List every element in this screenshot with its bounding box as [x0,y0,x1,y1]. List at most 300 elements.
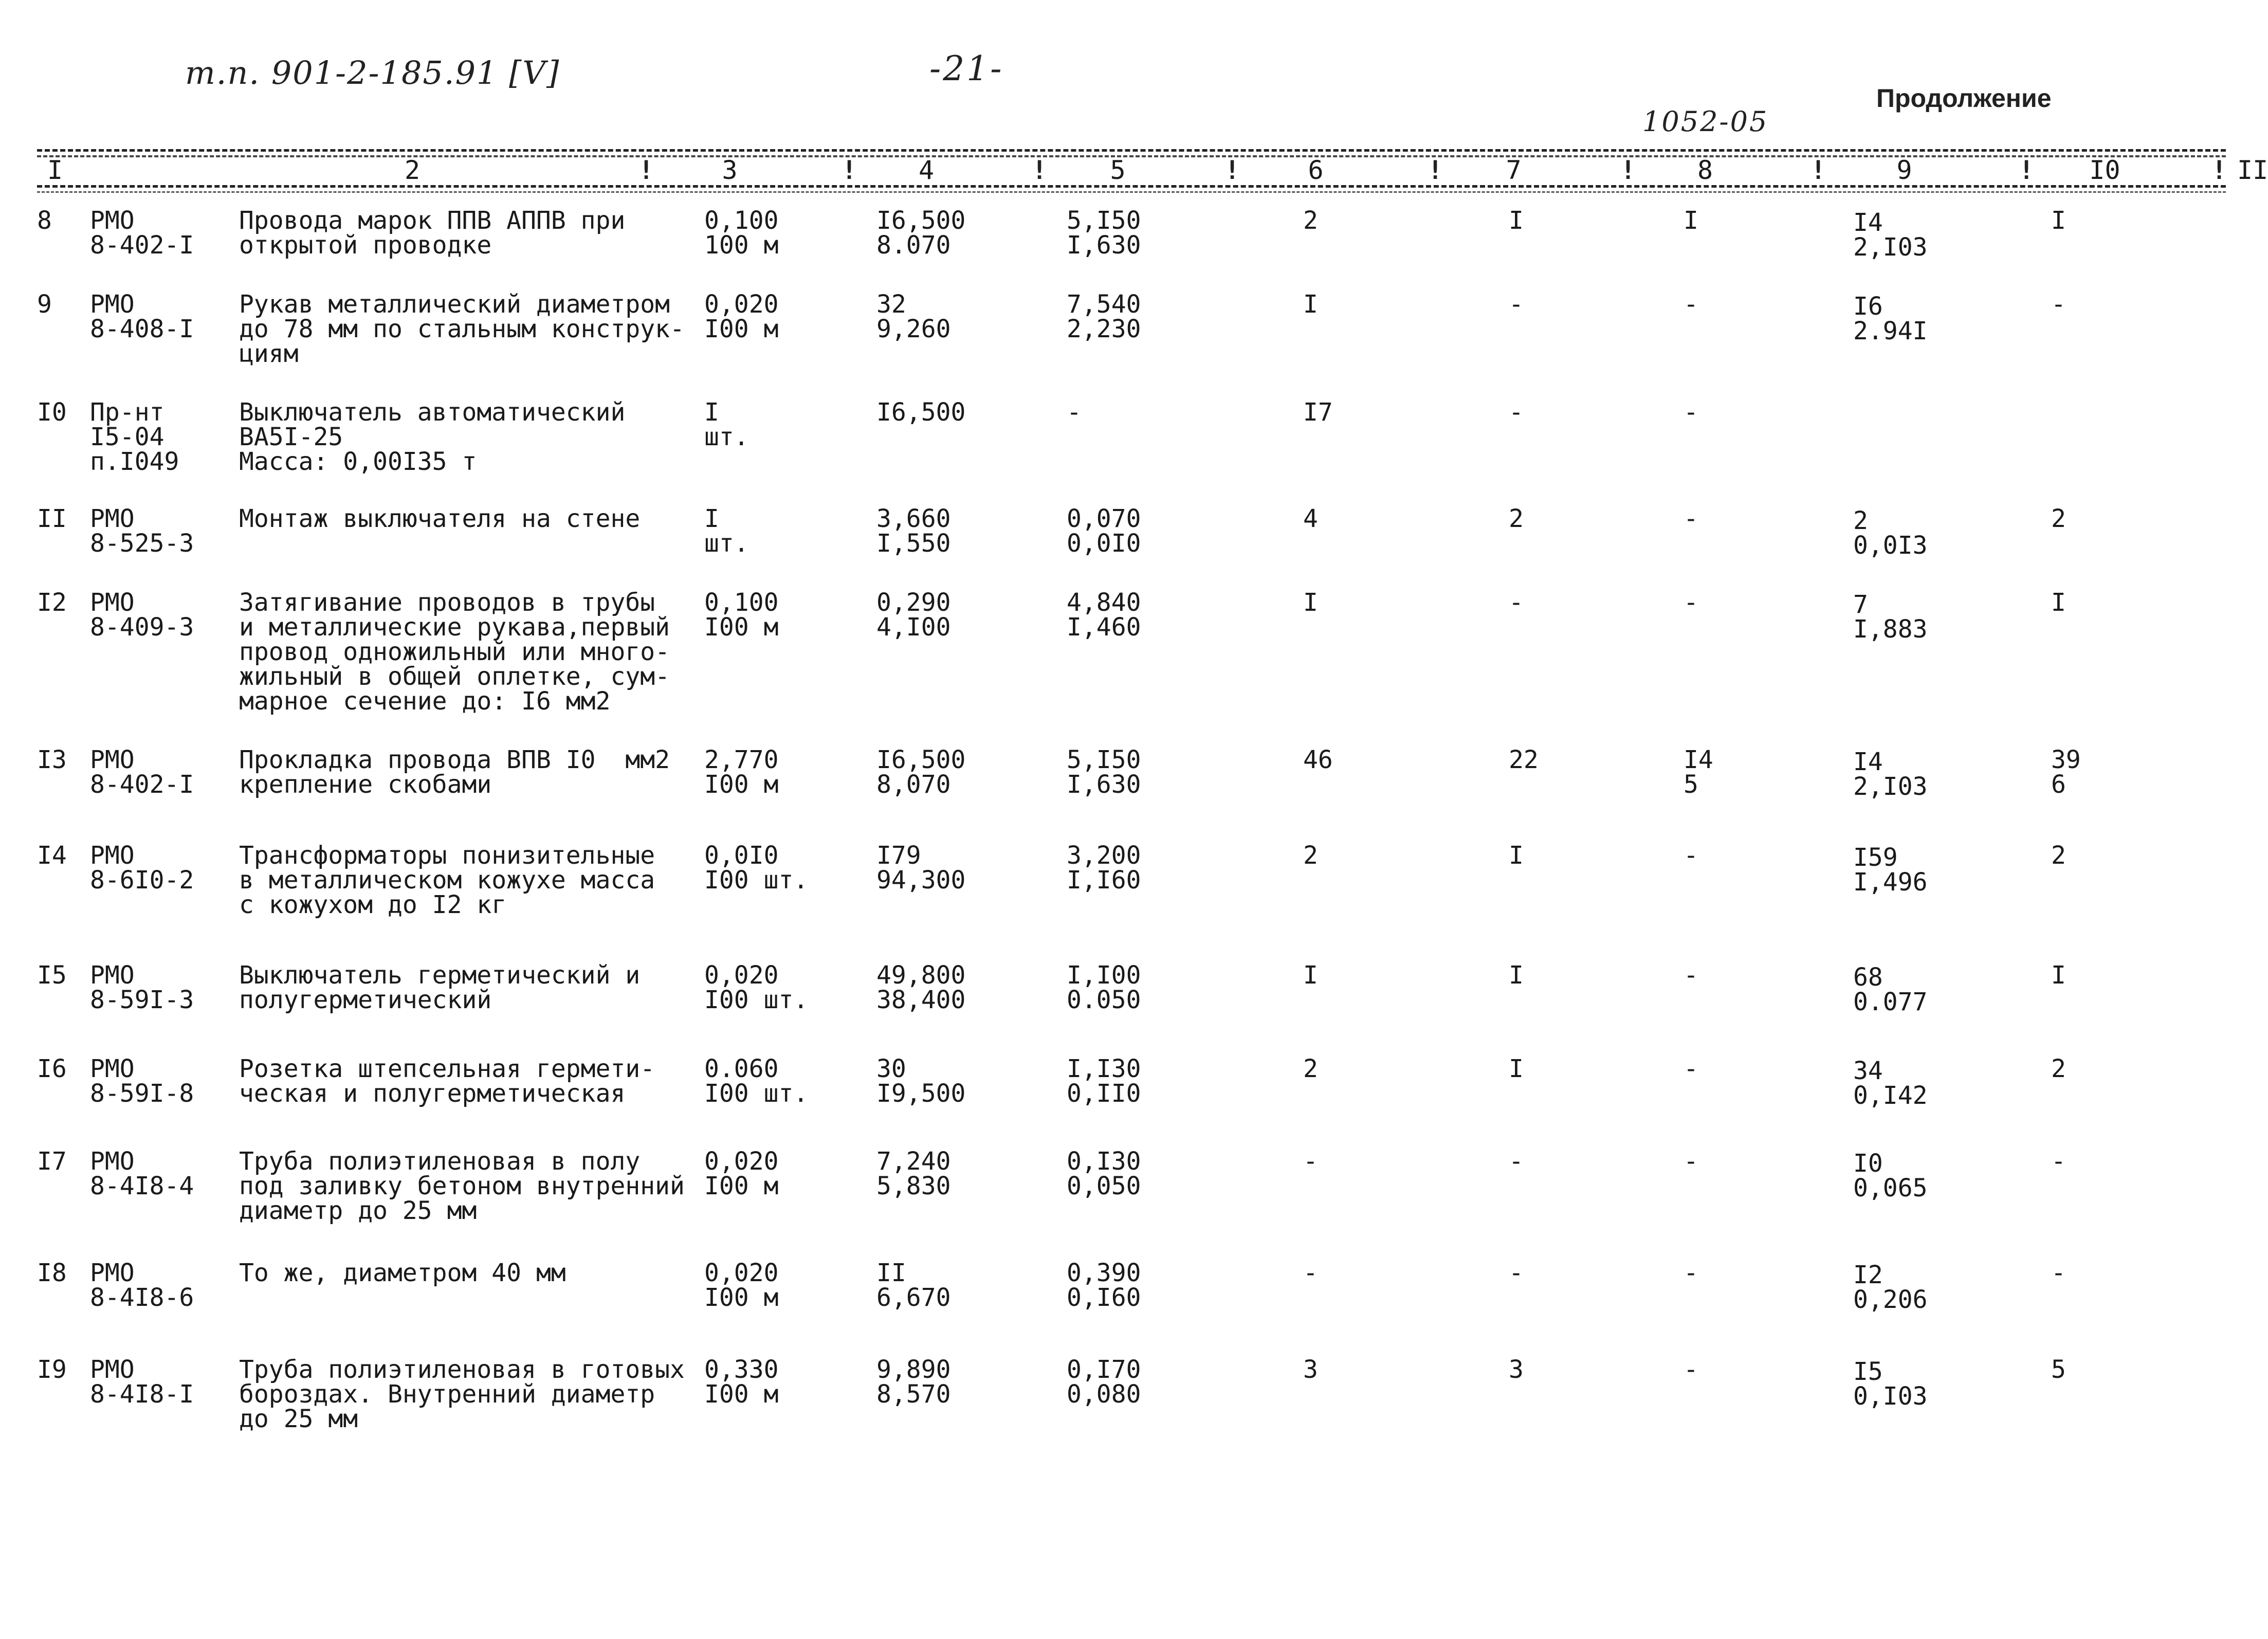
cell-row-number [37,1149,67,1174]
cell-col-9 [1684,208,1698,233]
cell-line: 0,080 [1067,1380,1141,1409]
cell-line: 3 [1303,1355,1318,1384]
cell-line: 0,0I3 [1853,531,1928,560]
cell-line: - [1684,290,1698,319]
cell-line: 4,I00 [876,613,951,642]
cell-row-number [37,1357,67,1382]
page-number: -21- [929,49,1004,88]
cell-col-8 [1509,963,1524,988]
cell-line: - [1509,1259,1524,1287]
cell-col-6 [1067,208,1141,258]
cell-col-6 [1067,1261,1141,1310]
cell-line: I3 [37,745,67,774]
cell-col-6 [1067,963,1141,1012]
cell-col-5 [876,963,965,1012]
cell-col-7 [1303,1357,1318,1382]
cell-line: 8-409-3 [90,613,194,642]
cell-col-7 [1303,400,1333,425]
cell-line: I,883 [1853,615,1928,644]
cell-line: 2 [1303,206,1318,235]
cell-line: 0,100 [704,588,779,617]
cell-line: - [1684,588,1698,617]
cell-line: II [876,1259,906,1287]
cell-line: I,I30 [1067,1054,1141,1083]
cell-description [239,1357,685,1431]
cell-col-4 [704,843,808,893]
cell-description [239,745,670,799]
cell-line: II [37,504,67,533]
cell-line: РМО [90,745,135,774]
cell-line: 32 [876,290,906,319]
cell-line: Розетка штепсельная гермети- [239,1054,655,1083]
cell-norm-code [90,1357,194,1407]
cell-line: РМО [90,504,135,533]
cell-col-10 [1853,1359,1928,1409]
cell-line: крепление скобами [239,770,492,799]
cell-line: I [1684,206,1698,235]
column-separator-mark: ! [1224,155,1240,185]
cell-line: бороздах. Внутренний диаметр [239,1380,655,1409]
cell-line: 7 [1853,590,1868,619]
cell-line: I [1509,841,1524,870]
cell-line: 34 [1853,1057,1883,1085]
cell-line: 6,670 [876,1283,951,1312]
cell-line: I [1303,588,1318,617]
cell-line: 3,200 [1067,841,1141,870]
cell-col-4 [704,745,779,799]
cell-line: 0,050 [1067,1172,1141,1200]
cell-line: Монтаж выключателя на стене [239,504,641,533]
cell-line: I7 [37,1147,67,1176]
cell-line: - [1303,1147,1318,1176]
cell-line: 39 [2051,745,2081,774]
cell-col-4 [704,506,749,556]
column-separator-mark: ! [842,155,857,185]
cell-line: I2 [1853,1261,1883,1289]
cell-line: I6,500 [876,206,966,235]
cell-line: 0,II0 [1067,1079,1141,1108]
cell-line: 49,800 [876,961,966,990]
cell-line: Выключатель автоматический [239,398,626,427]
cell-row-number [37,843,67,868]
cell-line: I [2051,961,2066,990]
cell-line: I6 [1853,292,1883,321]
cell-line: I00 м [704,613,779,642]
cell-line: I,496 [1853,868,1928,897]
cell-line: 68 [1853,963,1883,992]
cell-col-9 [1684,590,1698,615]
cell-row-number [37,1054,67,1083]
cell-line: - [2051,290,2066,319]
cell-line: 5 [1684,770,1698,799]
cell-line: - [1684,1259,1698,1287]
cell-line: РМО [90,1147,135,1176]
cell-line: 0,390 [1067,1259,1141,1287]
cell-line: I00 м [704,1380,779,1409]
cell-col-8 [1509,506,1524,531]
cell-line: 8-402-I [90,231,194,260]
cell-line: до 78 мм по стальным конструк- [239,315,685,343]
cell-col-8 [1509,1149,1524,1174]
cell-col-10 [1853,508,1928,558]
cell-col-5 [876,400,965,425]
cell-col-11 [2051,590,2066,615]
cell-col-4 [704,1261,779,1310]
cell-line: 0,020 [704,290,779,319]
cell-line: I [2051,206,2066,235]
cell-line: 0,206 [1853,1285,1928,1314]
cell-row-number [37,745,67,774]
cell-col-11 [2051,1357,2066,1382]
cell-line: 0,330 [704,1355,779,1384]
cell-line: I [704,398,719,427]
cell-col-5 [876,590,951,640]
cell-line: I6 [37,1054,67,1083]
cell-col-9 [1684,1149,1698,1174]
cell-line: I0 [37,398,67,427]
cell-col-4 [704,963,808,1012]
cell-line: Пр-нт [90,398,164,427]
cell-col-7 [1303,1054,1318,1083]
cell-line: 7,540 [1067,290,1141,319]
cell-col-10 [1853,294,1928,343]
cell-description [239,590,670,714]
cell-line: и металлические рукава,первый [239,613,670,642]
document-reference: т.п. 901-2-185.91 [V] [185,54,560,92]
column-number: 3 [722,155,738,185]
cell-line: I4 [1853,748,1883,776]
cell-line: I [704,504,719,533]
column-number: I [47,155,63,185]
cell-line: 2 [2051,1054,2066,1083]
cell-row-number [37,590,67,615]
cell-col-11 [2051,208,2066,233]
cell-line: I [2051,588,2066,617]
cell-line: 9,890 [876,1355,951,1384]
column-number: 9 [1896,155,1912,185]
cell-col-10 [1853,1059,1928,1108]
cell-line: 46 [1303,745,1333,774]
cell-col-7 [1303,590,1318,615]
cell-col-5 [876,1357,951,1407]
cell-line: 0,020 [704,961,779,990]
cell-col-5 [876,506,951,556]
cell-line: 0,I42 [1853,1081,1928,1110]
cell-line: 2 [1303,841,1318,870]
cell-line: - [1684,961,1698,990]
cell-col-7 [1303,208,1318,233]
cell-col-8 [1509,843,1524,868]
cell-line: 2 [2051,841,2066,870]
cell-line: I00 шт. [704,866,809,895]
cell-line: 5 [2051,1355,2066,1384]
cell-col-9 [1684,843,1698,868]
cell-line: 0,070 [1067,504,1141,533]
cell-col-8 [1509,1261,1524,1285]
cell-line: 0.077 [1853,988,1928,1016]
cell-line: I [1303,961,1318,990]
cell-col-11 [2051,506,2066,531]
cell-col-10 [1853,210,1928,260]
cell-line: - [2051,1259,2066,1287]
cell-col-10 [1853,1149,1928,1203]
cell-norm-code [90,963,194,1012]
cell-line: диаметр до 25 мм [239,1196,477,1225]
cell-line: марное сечение до: I6 мм2 [239,687,611,716]
cell-line: в металлическом кожухе масса [239,866,655,895]
cell-line: 2,I03 [1853,233,1928,262]
cell-col-5 [876,1054,966,1108]
cell-line: I,550 [876,529,951,558]
continued-label: Продолжение [1876,84,2052,113]
cell-line: 38,400 [876,986,966,1014]
cell-line: 2,230 [1067,315,1141,343]
cell-col-8 [1509,1054,1524,1083]
cell-line: 7,240 [876,1147,951,1176]
cell-line: 100 м [704,231,779,260]
cell-line: РМО [90,290,135,319]
cell-line: Рукав металлический диаметром [239,290,670,319]
cell-col-6 [1067,590,1141,640]
cell-col-9 [1684,1357,1698,1382]
cell-col-9 [1684,963,1698,988]
cell-line: I00 м [704,315,779,343]
cell-line: 5,830 [876,1172,951,1200]
cell-line: 3 [1509,1355,1524,1384]
cell-line: РМО [90,841,135,870]
cell-line: I9 [37,1355,67,1384]
cell-col-11 [2051,843,2066,868]
cell-line: циям [239,339,299,368]
cell-col-4 [704,292,779,341]
cell-line: ВА5I-25 [239,423,343,451]
cell-line: 2 [2051,504,2066,533]
cell-col-11 [2051,745,2081,799]
cell-col-8 [1509,400,1524,425]
cell-line: I [1509,1054,1524,1083]
cell-line: - [1684,1147,1698,1176]
column-number: 6 [1308,155,1324,185]
cell-line: РМО [90,961,135,990]
cell-col-4 [704,590,779,640]
cell-row-number [37,963,67,988]
cell-line: I6,500 [876,745,966,774]
cell-line: шт. [704,423,749,451]
cell-line: I00 шт. [704,986,809,1014]
cell-line: 0.050 [1067,986,1141,1014]
cell-col-6 [1067,1357,1141,1407]
cell-col-4 [704,1149,779,1198]
cell-description [239,1261,566,1285]
cell-line: 4,840 [1067,588,1141,617]
cell-norm-code [90,1261,194,1310]
cell-col-7 [1303,963,1318,988]
cell-line: I6,500 [876,398,966,427]
cell-line: 2 [1509,504,1524,533]
cell-norm-code [90,400,179,474]
cell-line: - [1509,1147,1524,1176]
cell-line: - [1684,1355,1698,1384]
cell-line: 8-4I8-6 [90,1283,194,1312]
cell-description [239,963,640,1012]
cell-line: I2 [37,588,67,617]
cell-line: - [1509,398,1524,427]
column-separator-mark: ! [2211,155,2227,185]
cell-col-7 [1303,506,1318,531]
cell-col-6 [1067,400,1082,425]
cell-line: - [1684,841,1698,870]
cell-line: 0,I03 [1853,1382,1928,1411]
cell-line: I59 [1853,843,1898,872]
cell-col-9 [1684,1261,1698,1285]
cell-col-6 [1067,1054,1141,1108]
cell-line: 0,0I0 [704,841,779,870]
cell-col-8 [1509,745,1539,774]
column-number: 8 [1697,155,1713,185]
column-number: 4 [918,155,935,185]
cell-line: РМО [90,1259,135,1287]
cell-col-5 [876,1261,951,1310]
cell-norm-code [90,1149,194,1198]
cell-row-number [37,292,52,317]
cell-norm-code [90,292,194,341]
cell-col-7 [1303,843,1318,868]
cell-col-8 [1509,208,1524,233]
cell-description [239,1054,655,1108]
cell-line: 0.060 [704,1054,779,1083]
column-number: I0 [2089,155,2120,185]
cell-line: I5 [1853,1357,1883,1386]
cell-line: 8-4I8-4 [90,1172,194,1200]
cell-col-5 [876,292,951,341]
cell-line: 8-59I-3 [90,986,194,1014]
cell-line: РМО [90,1054,135,1083]
cell-line: I [1303,290,1318,319]
cell-col-4 [704,1054,809,1108]
cell-line: I0 [1853,1149,1883,1178]
cell-line: 2 [1853,506,1868,535]
cell-line: - [2051,1147,2066,1176]
cell-line: 2 [1303,1054,1318,1083]
cell-description [239,1149,685,1223]
cell-norm-code [90,745,194,799]
cell-col-11 [2051,1149,2066,1174]
cell-line: 8 [37,206,52,235]
cell-description [239,843,655,917]
cell-line: 0,100 [704,206,779,235]
cell-line: до 25 мм [239,1405,358,1433]
cell-line: 0,065 [1853,1174,1928,1203]
cell-line: 9 [37,290,52,319]
cell-norm-code [90,208,194,258]
cell-line: - [1509,290,1524,319]
cell-col-9 [1684,292,1698,317]
cell-line: I5-04 [90,423,164,451]
cell-col-4 [704,400,749,449]
cell-line: 0,020 [704,1147,779,1176]
cell-line: I00 м [704,1172,779,1200]
cell-line: I,I00 [1067,961,1141,990]
cell-col-5 [876,843,965,893]
cell-line: I,I60 [1067,866,1141,895]
cell-line: I79 [876,841,921,870]
cell-line: 94,300 [876,866,966,895]
column-number: II [2237,155,2268,185]
cell-line: I,630 [1067,770,1141,799]
cell-line: Затягивание проводов в трубы [239,588,655,617]
cell-line: 4 [1303,504,1318,533]
cell-line: 0,I70 [1067,1355,1141,1384]
cell-line: I9,500 [876,1079,966,1108]
column-separator-mark: ! [1620,155,1636,185]
cell-line: 8-525-3 [90,529,194,558]
cell-col-10 [1853,845,1928,895]
column-number: 5 [1110,155,1126,185]
cell-col-5 [876,745,966,799]
cell-col-5 [876,208,965,258]
cell-line: под заливку бетоном внутренний [239,1172,685,1200]
cell-line: 5,I50 [1067,745,1141,774]
cell-line: Трансформаторы понизительные [239,841,655,870]
cell-description [239,208,625,258]
cell-line: I [1509,961,1524,990]
cell-line: 6 [2051,770,2066,799]
cell-col-11 [2051,292,2066,317]
cell-line: провод одножильный или много- [239,638,670,666]
cell-col-8 [1509,590,1524,615]
cell-col-9 [1684,506,1698,531]
cell-norm-code [90,1054,194,1108]
cell-line: 8-6I0-2 [90,866,194,895]
cell-line: 2,I03 [1853,772,1928,801]
cell-col-11 [2051,1054,2066,1083]
handwritten-stamp: 1052-05 [1642,105,1769,138]
cell-line: жильный в общей оплетке, сум- [239,662,670,691]
cell-line: I8 [37,1259,67,1287]
cell-line: 8-408-I [90,315,194,343]
cell-line: полугерметический [239,986,492,1014]
cell-line: 30 [876,1054,906,1083]
cell-line: ческая и полугерметическая [239,1079,626,1108]
cell-line: I00 шт. [704,1079,809,1108]
cell-line: Масса: 0,00I35 т [239,447,477,476]
cell-line: I7 [1303,398,1333,427]
cell-line: Труба полиэтиленовая в готовых [239,1355,685,1384]
cell-line: 8.070 [876,231,951,260]
cell-col-7 [1303,745,1333,774]
cell-line: 8-4I8-I [90,1380,194,1409]
cell-description [239,506,640,531]
column-separator-mark: ! [2019,155,2035,185]
cell-line: 0,0I0 [1067,529,1141,558]
cell-col-9 [1684,1054,1698,1083]
cell-line: I00 м [704,770,779,799]
cell-col-8 [1509,292,1524,317]
cell-col-9 [1684,745,1713,799]
cell-col-7 [1303,1261,1318,1285]
cell-line: РМО [90,206,135,235]
cell-line: 8,070 [876,770,951,799]
cell-col-10 [1853,965,1928,1014]
cell-col-6 [1067,843,1141,893]
cell-line: 3,660 [876,504,951,533]
cell-line: РМО [90,1355,135,1384]
cell-col-7 [1303,292,1318,317]
cell-col-10 [1853,750,1928,799]
cell-col-11 [2051,1261,2066,1285]
cell-col-4 [704,1357,779,1407]
cell-line: п.I049 [90,447,179,476]
